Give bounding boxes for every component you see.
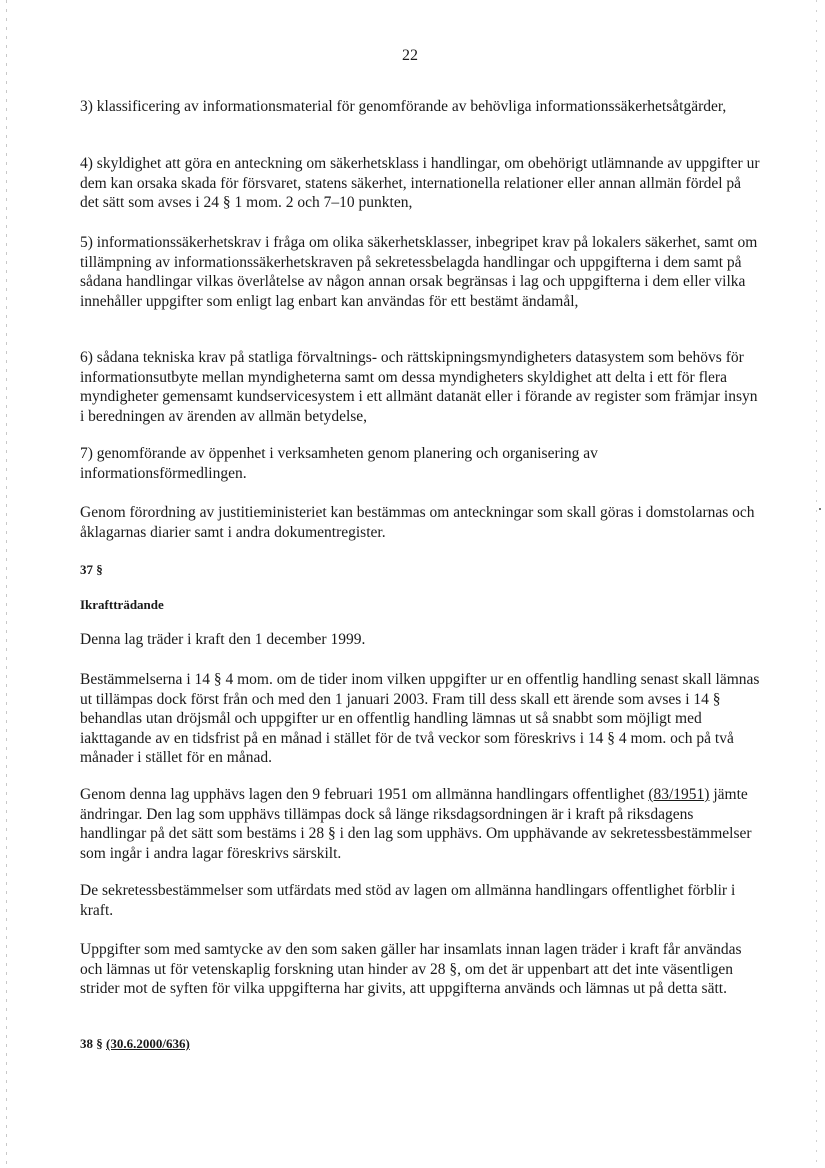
paragraph-text-start: Genom denna lag upphävs lagen den 9 februari 1951 om allmänna handlingars offentlighet bbox=[80, 786, 645, 803]
paragraph-item-6 bbox=[80, 348, 760, 426]
law-reference-link[interactable]: (83/1951) bbox=[648, 786, 710, 803]
paragraph-text: 6) sådana tekniska krav på statliga förvaltnings- och rättskipningsmyndigheters datasystem som behövs för informationsutbyte mellan myndigheterna samt om dessa myndigheters skyldighet att delta i ett för flera myndigheter gemensamt kundservicesystem i ett allmänt datanät eller i förande av register som främjar insyn i beredningen av ärenden av allmän betydelse, bbox=[80, 349, 758, 425]
paragraph-item-7 bbox=[80, 444, 760, 483]
paragraph-uppgifter bbox=[80, 940, 760, 999]
scan-edge-right bbox=[816, 0, 817, 1168]
paragraph-genom-forordning bbox=[80, 503, 760, 542]
section-38-number: 38 § bbox=[80, 1036, 103, 1051]
section-37-title: 37 § bbox=[80, 562, 103, 577]
paragraph-text: 3) klassificering av informationsmaterial för genomförande av behövliga informationssäkerhetsåtgärder, bbox=[80, 98, 727, 115]
paragraph-text bbox=[80, 785, 760, 863]
paragraph-item-3 bbox=[80, 97, 760, 117]
paragraph-ikraft bbox=[80, 630, 760, 650]
section-heading-ikrafttradande: Ikraftträdande bbox=[80, 597, 164, 612]
page-number: 22 bbox=[402, 47, 418, 64]
paragraph-item-4 bbox=[80, 154, 760, 213]
paragraph-upphavs bbox=[80, 785, 760, 863]
paragraph-text: 4) skyldighet att göra en anteckning om säkerhetsklass i handlingar, om obehörigt utlämnande av uppgifter ur dem kan orsaka skada för försvaret, statens säkerhet, internationella relationer eller annan allmän fördel på det sätt som avses i 24 § 1 mom. 2 och 7–10 punkten, bbox=[80, 155, 760, 211]
paragraph-text: Denna lag träder i kraft den 1 december 1999. bbox=[80, 631, 366, 648]
paragraph-sekretess bbox=[80, 881, 760, 920]
paragraph-text: De sekretessbestämmelser som utfärdats med stöd av lagen om allmänna handlingars offentlighet förblir i kraft. bbox=[80, 882, 736, 919]
paragraph-text-end: jämte ändringar. Den lag som upphävs tillämpas dock så länge riksdagsordningen är i kraft på riksdagens handlingar på det sätt som bestäms i 28 § i den lag som upphävs. Om upphävande av sekretessbestämmelser som ingår i andra lagar föreskrivs särskilt. bbox=[80, 786, 752, 862]
paragraph-text: 7) genomförande av öppenhet i verksamheten genom planering och organisering av informationsförmedlingen. bbox=[80, 445, 598, 482]
scan-edge-left bbox=[6, 0, 7, 1168]
paragraph-bestammelserna bbox=[80, 670, 760, 768]
scan-speck bbox=[819, 508, 821, 510]
paragraph-text: Genom förordning av justitieministeriet kan bestämmas om anteckningar som skall göras i domstolarnas och åklagarnas diarier samt i andra dokumentregister. bbox=[80, 504, 755, 541]
paragraph-item-5 bbox=[80, 233, 760, 311]
paragraph-text: Uppgifter som med samtycke av den som saken gäller har insamlats innan lagen träder i kraft får användas och lämnas ut för vetenskaplig forskning utan hinder av 28 §, om det är uppenbart att det inte väsentligen strider mot de syften för vilka uppgifterna har givits, att uppgifterna används och lämnas ut på detta sätt. bbox=[80, 941, 742, 997]
paragraph-text: Bestämmelserna i 14 § 4 mom. om de tider inom vilken uppgifter ur en offentlig handling senast skall lämnas ut tillämpas dock först från och med den 1 januari 2003. Fram till dess skall ett ärende som avses i 14 § behandlas utan dröjsmål och uppgifter ur en offentlig handling lämnas ut så snabbt som möjligt med iakttagande av en tidsfrist på en månad i stället för de två veckor som föreskrivs i 14 § 4 mom. och på två månader i stället för en månad. bbox=[80, 671, 760, 766]
paragraph-text: 5) informationssäkerhetskrav i fråga om olika säkerhetsklasser, inbegripet krav på lokalers säkerhet, samt om tillämpning av informationssäkerhetskraven på sekretessbelagda handlingar och uppgifterna i dem samt på sådana handlingar vilkas överlåtelse av någon annan orsak begränsas i lag och uppgifterna i dem eller vilka innehåller uppgifter som enligt lag enbart kan användas för ett bestämt ändamål, bbox=[80, 234, 758, 310]
amendment-reference-link[interactable]: (30.6.2000/636) bbox=[106, 1036, 190, 1051]
section-38-title bbox=[80, 1036, 190, 1052]
